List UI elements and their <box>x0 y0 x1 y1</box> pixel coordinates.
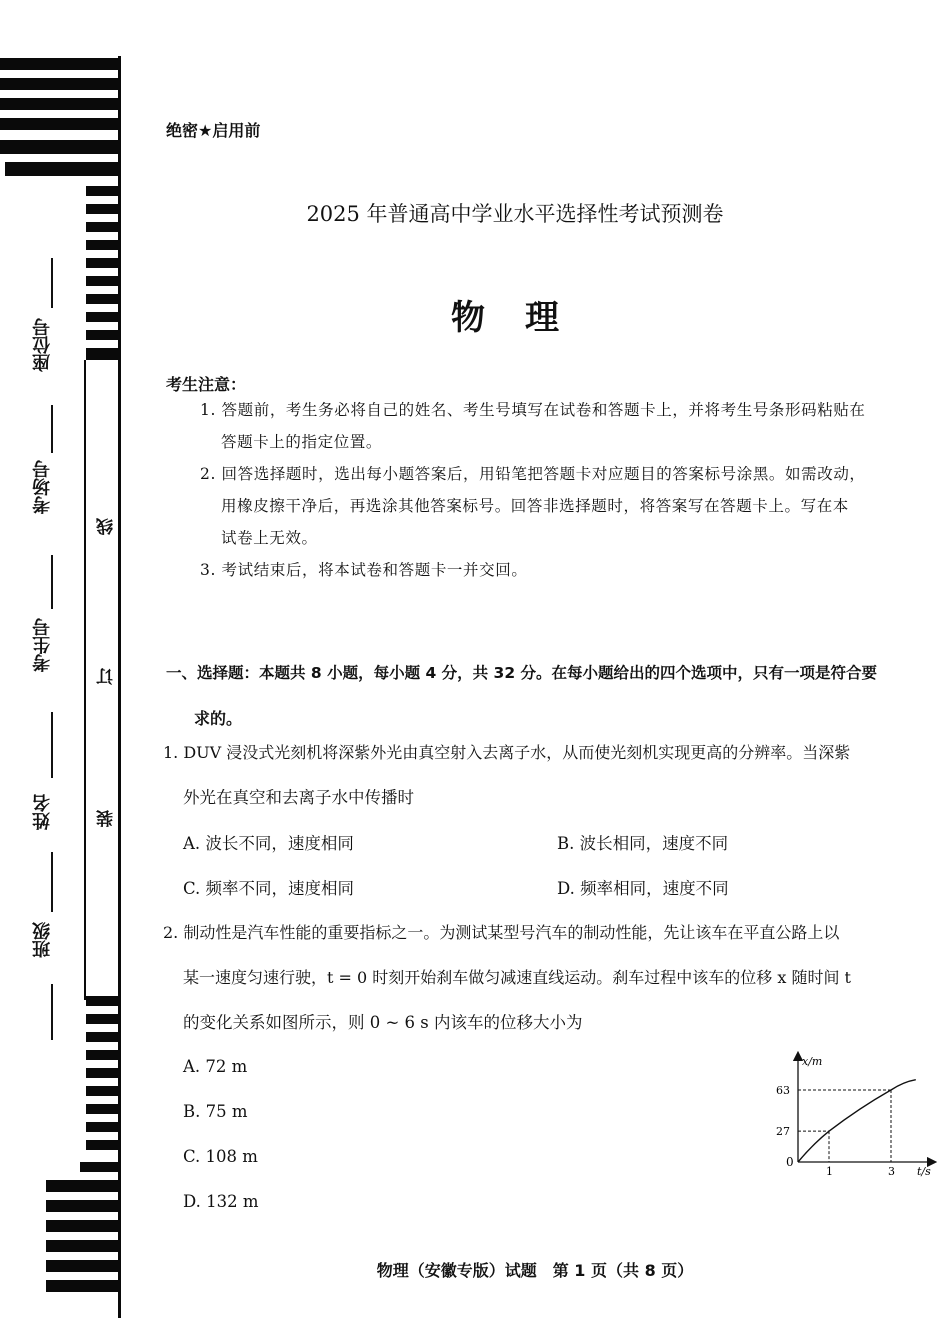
bind-word-staple: 订 <box>97 668 117 685</box>
binding-stripe <box>86 276 120 286</box>
binding-stripe <box>46 1240 120 1252</box>
binding-stripe <box>86 1032 120 1042</box>
question-2-line: 某一速度匀速行驶，t = 0 时刻开始刹车做匀减速直线运动。刹车过程中该车的位移 x 随时间 t <box>183 968 851 987</box>
binding-stripe <box>86 1050 120 1060</box>
notice-line: 3. 考试结束后，将本试卷和答题卡一并交回。 <box>200 561 528 579</box>
q1-option-b[interactable]: B. 波长相同，速度不同 <box>557 834 729 853</box>
candidate-number-label: 考生号 <box>32 618 53 672</box>
y-tick-label: 63 <box>776 1084 790 1097</box>
binding-frame-line <box>84 360 86 1000</box>
binding-stripe <box>46 1180 120 1192</box>
binding-stripe <box>46 1220 120 1232</box>
section-heading <box>166 650 938 742</box>
subject-title: 物理 <box>451 298 599 338</box>
question-1 <box>163 730 850 820</box>
question-2-line: 2. 制动性是汽车性能的重要指标之一。为测试某型号汽车的制动性能，先让该车在平直公路上以 <box>163 923 840 942</box>
notice-item <box>200 458 866 554</box>
notice-line: 试卷上无效。 <box>221 529 318 547</box>
bind-word-line: 线 <box>97 518 117 535</box>
binding-stripe <box>86 1086 120 1096</box>
question-2-line: 的变化关系如图所示，则 0 ~ 6 s 内该车的位移大小为 <box>183 1013 583 1032</box>
q2-option-b[interactable]: B. 75 m <box>183 1102 248 1121</box>
origin-label: 0 <box>786 1155 794 1169</box>
binding-stripe <box>86 1104 120 1114</box>
binding-stripe <box>86 186 120 196</box>
binding-stripe <box>86 996 120 1006</box>
position-curve <box>798 1080 916 1162</box>
question-2 <box>163 910 851 1045</box>
name-label: 姓名 <box>32 794 53 830</box>
name-line[interactable] <box>51 712 53 778</box>
q2-option-d[interactable]: D. 132 m <box>183 1192 259 1211</box>
class-line[interactable] <box>51 852 53 912</box>
binding-stripe <box>80 1162 120 1172</box>
binding-stripe <box>0 118 120 130</box>
binding-stripe <box>46 1280 120 1292</box>
notice-item <box>200 394 866 458</box>
section-heading-line: 一、选择题：本题共 8 小题，每小题 4 分，共 32 分。在每小题给出的四个选项中，只有一项是符合要 <box>166 664 878 682</box>
class-line-lower <box>51 984 53 1040</box>
binding-stripe <box>46 1200 120 1212</box>
x-tick-label: 3 <box>888 1165 895 1178</box>
binding-stripe <box>0 78 120 90</box>
room-number-line[interactable] <box>51 405 53 453</box>
binding-stripe <box>86 1122 120 1132</box>
exam-title: 2025 年普通高中学业水平选择性考试预测卷 <box>306 202 724 226</box>
x-axis-label: t/s <box>917 1165 931 1178</box>
page-footer: 物理（安徽专版）试题 第 1 页（共 8 页） <box>376 1261 694 1280</box>
question-1-line: 外光在真空和去离子水中传播时 <box>183 788 414 807</box>
seat-number-label: 座位号 <box>32 318 53 372</box>
xt-graph <box>770 1048 940 1180</box>
notice-line: 2. 回答选择题时，选出每小题答案后，用铅笔把答题卡对应题目的答案标号涂黑。如需改动， <box>200 465 866 483</box>
notice-heading: 考生注意： <box>166 375 247 394</box>
binding-stripe <box>0 58 120 70</box>
q2-option-a[interactable]: A. 72 m <box>183 1057 248 1076</box>
binding-stripe <box>86 1140 120 1150</box>
room-number-label: 考场号 <box>32 460 53 514</box>
x-tick-label: 1 <box>826 1165 833 1178</box>
binding-stripe <box>5 162 120 176</box>
candidate-number-line[interactable] <box>51 555 53 609</box>
binding-stripe <box>86 258 120 268</box>
binding-stripe <box>0 140 120 154</box>
notice-line: 用橡皮擦干净后，再选涂其他答案标号。回答非选择题时，将答案写在答题卡上。写在本 <box>221 497 849 515</box>
q1-option-c[interactable]: C. 频率不同，速度相同 <box>183 879 355 898</box>
q2-option-c[interactable]: C. 108 m <box>183 1147 258 1166</box>
binding-stripe <box>0 98 120 110</box>
q1-option-d[interactable]: D. 频率相同，速度不同 <box>557 879 729 898</box>
notice-line: 1. 答题前，考生务必将自己的姓名、考生号填写在试卷和答题卡上，并将考生号条形码粘贴在 <box>200 401 866 419</box>
binding-stripe <box>86 240 120 250</box>
y-axis-label: x/m <box>802 1055 823 1068</box>
bind-word-bind: 装 <box>97 810 117 827</box>
y-tick-label: 27 <box>776 1125 790 1139</box>
chart-marks <box>776 1080 916 1178</box>
confidential-label: 绝密★启用前 <box>166 121 261 140</box>
binding-stripe <box>86 1014 120 1024</box>
binding-stripe <box>86 348 120 360</box>
notice-line: 答题卡上的指定位置。 <box>221 433 383 451</box>
binding-stripe <box>86 1068 120 1078</box>
class-label: 班级 <box>32 922 53 958</box>
section-heading-line: 求的。 <box>194 709 243 728</box>
notice-item <box>200 554 527 586</box>
question-1-line: 1. DUV 浸没式光刻机将深紫外光由真空射入去离子水，从而使光刻机实现更高的分辨率。当深紫 <box>163 743 851 762</box>
q1-option-a[interactable]: A. 波长不同，速度相同 <box>183 834 354 853</box>
